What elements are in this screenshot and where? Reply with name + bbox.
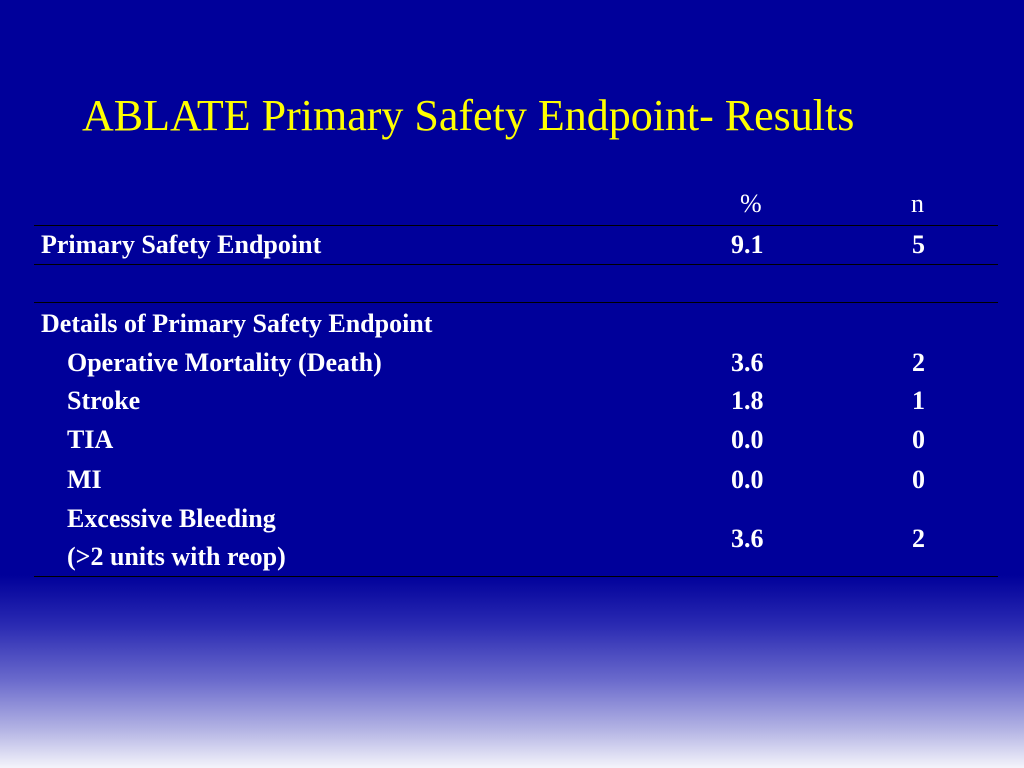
detail-label: Operative Mortality (Death) — [67, 348, 382, 377]
slide-title: ABLATE Primary Safety Endpoint- Results — [82, 91, 855, 140]
detail-pct: 3.6 — [731, 348, 764, 377]
column-header-n: n — [911, 189, 924, 218]
detail-label: MI — [67, 465, 102, 494]
detail-pct: 3.6 — [731, 524, 764, 553]
detail-n: 0 — [912, 465, 925, 494]
detail-n: 0 — [912, 425, 925, 454]
detail-pct: 1.8 — [731, 386, 764, 415]
detail-label-continuation: (>2 units with reop) — [67, 542, 286, 571]
detail-label: TIA — [67, 425, 114, 454]
column-header-percent: % — [740, 189, 762, 218]
detail-n: 1 — [912, 386, 925, 415]
detail-n: 2 — [912, 524, 925, 553]
details-section-divider — [34, 302, 998, 303]
detail-pct: 0.0 — [731, 465, 764, 494]
primary-row-divider — [34, 264, 998, 265]
detail-label: Stroke — [67, 386, 141, 415]
primary-endpoint-label: Primary Safety Endpoint — [41, 230, 322, 259]
primary-endpoint-pct: 9.1 — [731, 230, 764, 259]
detail-pct: 0.0 — [731, 425, 764, 454]
table-bottom-divider — [34, 576, 998, 577]
detail-n: 2 — [912, 348, 925, 377]
detail-label: Excessive Bleeding — [67, 504, 276, 533]
details-heading: Details of Primary Safety Endpoint — [41, 309, 433, 338]
primary-endpoint-n: 5 — [912, 230, 925, 259]
